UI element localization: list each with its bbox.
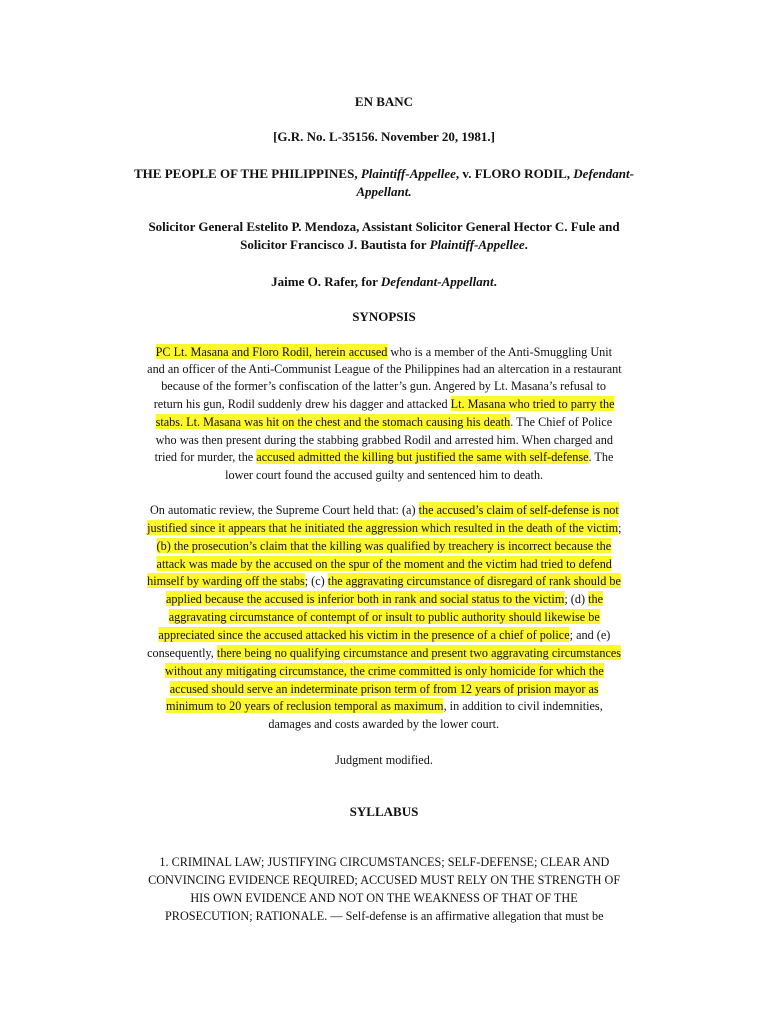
synopsis-p2-line: himself by warding off the stabs; (c) the aggravating circumstance of disregard of rank should be (147, 573, 621, 588)
syllabus-heading: SYLLABUS (349, 804, 419, 819)
synopsis-p1-line: return his gun, Rodil suddenly drew his dagger and attacked Lt. Masana who tried to parry the (153, 396, 615, 411)
synopsis-p2-line: justified since it appears that he initiated the aggression which resulted in the death of the victim; (146, 520, 622, 535)
judgment-line: Judgment modified. (335, 752, 433, 767)
syllabus-line: PROSECUTION; RATIONALE. — Self-defense is an affirmative allegation that must be (164, 908, 604, 923)
case-title-line-2: Appellant. (356, 184, 412, 199)
syllabus-line: 1. CRIMINAL LAW; JUSTIFYING CIRCUMSTANCES; SELF-DEFENSE; CLEAR AND (159, 854, 609, 869)
synopsis-p2-line: attack was made by the accused on the spur of the moment and the victim had tried to defend (156, 556, 612, 571)
plaintiff-counsel-line-1: Solicitor General Estelito P. Mendoza, Assistant Solicitor General Hector C. Fule and (148, 219, 620, 234)
synopsis-p1-line: who was then present during the stabbing grabbed Rodil and arrested him. When charged and (155, 432, 613, 447)
synopsis-p1-line: lower court found the accused guilty and sentenced him to death. (225, 467, 543, 482)
synopsis-p1-line: stabs. Lt. Masana was hit on the chest and the stomach causing his death. The Chief of Police (155, 414, 613, 429)
synopsis-p2-line: On automatic review, the Supreme Court held that: (a) the accused’s claim of self-defense is not (149, 502, 619, 517)
synopsis-p2-line: minimum to 20 years of reclusion temporal as maximum, in addition to civil indemnities, (165, 698, 603, 713)
defendant-counsel: Jaime O. Rafer, for Defendant-Appellant. (271, 274, 497, 289)
synopsis-p2-line: appreciated since the accused attacked his victim in the presence of a chief of police; and (e) (158, 627, 610, 642)
case-title-line-1: THE PEOPLE OF THE PHILIPPINES, Plaintiff-Appellee, v. FLORO RODIL, Defendant- (134, 166, 634, 181)
syllabus-line: HIS OWN EVIDENCE AND NOT ON THE WEAKNESS OF THAT OF THE (190, 890, 578, 905)
synopsis-p1-line: PC Lt. Masana and Floro Rodil, herein accused who is a member of the Anti-Smuggling Unit (155, 344, 613, 359)
synopsis-p2-line: damages and costs awarded by the lower court. (268, 716, 500, 731)
plaintiff-counsel-line-2: Solicitor Francisco J. Bautista for Plaintiff-Appellee. (240, 237, 528, 252)
synopsis-p1-line: because of the former’s confiscation of the latter’s gun. Angered by Lt. Masana’s refusal to (161, 378, 607, 393)
synopsis-p2-line: consequently, there being no qualifying circumstance and present two aggravating circumstances (147, 645, 621, 660)
division-heading: EN BANC (354, 94, 414, 109)
synopsis-p1-line: tried for murder, the accused admitted the killing but justified the same with self-defense. The (154, 449, 614, 464)
synopsis-p1-line: and an officer of the Anti-Communist League of the Philippines had an altercation in a restaurant (146, 361, 622, 376)
case-reference: [G.R. No. L-35156. November 20, 1981.] (273, 129, 495, 144)
synopsis-p2-line: without any mitigating circumstance, the crime committed is only homicide for which the (164, 663, 604, 678)
syllabus-line: CONVINCING EVIDENCE REQUIRED; ACCUSED MUST RELY ON THE STRENGTH OF (147, 872, 621, 887)
synopsis-p2-line: applied because the accused is inferior both in rank and social status to the victim; (d) the (165, 591, 603, 606)
synopsis-p2-line: aggravating circumstance of contempt of or insult to public authority should likewise be (168, 609, 600, 624)
synopsis-p2-line: accused should serve an indeterminate prison term of from 12 years of prision mayor as (169, 681, 599, 696)
synopsis-heading: SYNOPSIS (352, 309, 416, 324)
synopsis-p2-line: (b) the prosecution’s claim that the killing was qualified by treachery is incorrect because the (156, 538, 612, 553)
